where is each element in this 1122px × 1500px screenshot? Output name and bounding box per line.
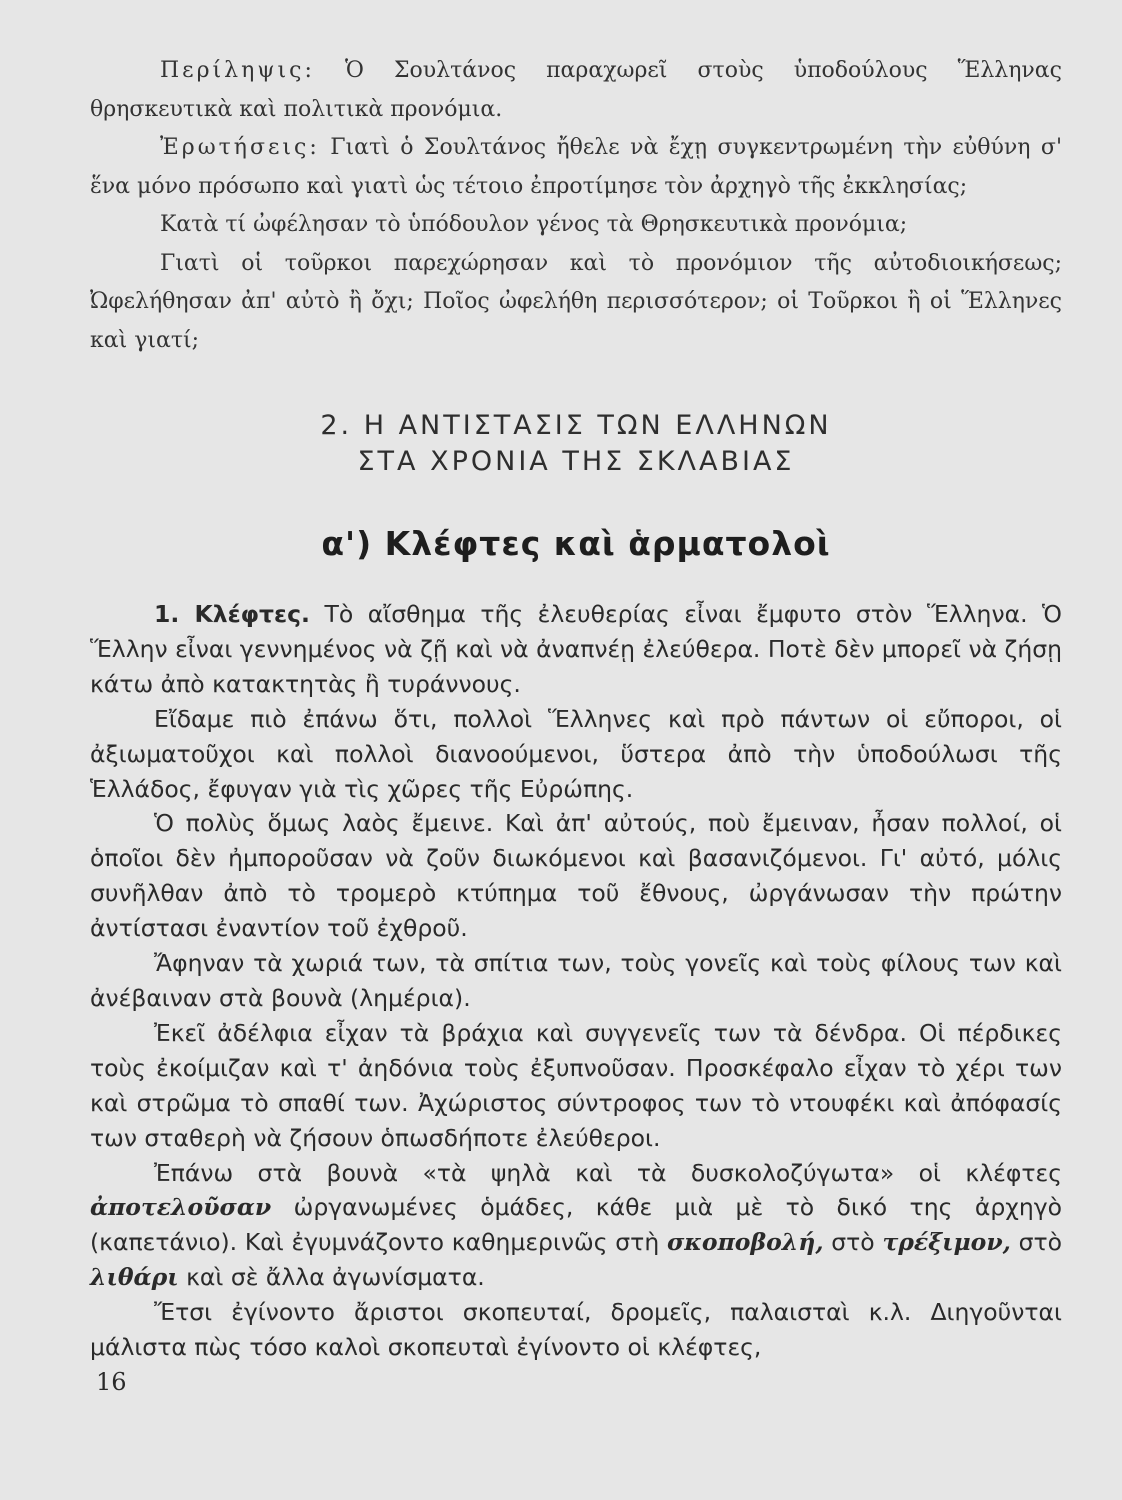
summary-label: Περίληψις:	[160, 58, 315, 83]
page-number: 16	[96, 1368, 127, 1396]
summary-paragraph	[90, 52, 1062, 129]
paragraph-6: Ἐπάνω στὰ βουνὰ «τὰ ψηλὰ καὶ τὰ δυσκολοζύγωτα» οἱ κλέφτες ἀποτελοῦσαν ὠργανωμένες ὁμάδες, κάθε μιὰ μὲ τὸ δικό της ἀρχηγὸ (καπετάνιο). Καὶ ἐγυμνάζοντο καθημερινῶς στὴ σκοποβολή, στὸ τρέξιμον, στὸ λιθάρι καὶ σὲ ἄλλα ἀγωνίσματα.	[90, 1158, 1063, 1292]
summary-text: Ὁ Σουλτάνος παραχωρεῖ στοὺς ὑποδούλους Ἕλληνας θρησκευτικὰ καὶ πολιτικὰ προνόμια.	[90, 58, 1062, 122]
question-1: Γιατὶ ὁ Σουλτάνος ἤθελε νὰ ἔχῃ συγκεντρωμένη τὴν εὐθύνη σ' ἕνα μόνο πρόσωπο καὶ γιατὶ ὡς τέτοιο ἐπροτίμησε τὸν ἀρχηγὸ τῆς ἐκκλησίας;	[90, 135, 1062, 199]
emphasis-term: σκοποβολή,	[666, 1228, 824, 1257]
emphasis-term: τρέξιμον,	[882, 1228, 1011, 1257]
chapter-summary	[90, 52, 1062, 360]
paragraph-lead: 1. Κλέφτες.	[154, 600, 310, 628]
paragraph-5: Ἐκεῖ ἀδέλφια εἶχαν τὰ βράχια καὶ συγγενεῖς των τὰ δένδρα. Οἱ πέρδικες τοὺς ἐκοίμιζαν καὶ τ' ἀηδόνια τοὺς ἐξυπνοῦσαν. Προσκέφαλο εἶχαν τὸ χέρι των καὶ στρῶμα τὸ σπαθί των. Ἀχώριστος σύντροφος των τὸ ντουφέκι καὶ ἀπόφασίς των σταθερὴ νὰ ζήσουν ὁπωσδήποτε ἐλεύθεροι.	[90, 1018, 1062, 1152]
question-3: Γιατὶ οἱ τοῦρκοι παρεχώρησαν καὶ τὸ προνόμιον τῆς αὐτοδιοικήσεως; Ὠφελήθησαν ἀπ' αὐτὸ ἢ ὄχι; Ποῖος ὠφελήθη περισσότερον; οἱ Τοῦρκοι ἢ οἱ Ἕλληνες καὶ γιατί;	[90, 250, 1062, 353]
emphasis-term: ἀποτελοῦσαν	[90, 1193, 272, 1222]
paragraph-7: Ἔτσι ἐγίνοντο ἄριστοι σκοπευταί, δρομεῖς, παλαισταὶ κ.λ. Διηγοῦνται μάλιστα πὼς τόσο καλοὶ σκοπευταὶ ἐγίνοντο οἱ κλέφτες,	[90, 1298, 1062, 1362]
questions-paragraph	[90, 129, 1062, 206]
paragraph-1: 1. Κλέφτες. Τὸ αἴσθημα τῆς ἐλευθερίας εἶναι ἔμφυτο στὸν Ἕλληνα. Ὁ Ἕλλην εἶναι γεννημένος νὰ ζῇ καὶ νὰ ἀναπνέῃ ἐλεύθερα. Ποτὲ δὲν μπορεῖ νὰ ζήσῃ κάτω ἀπὸ κατακτητὰς ἢ τυράννους.	[90, 600, 1062, 698]
paragraph-4: Ἄφηναν τὰ χωριά των, τὰ σπίτια των, τοὺς γονεῖς καὶ τοὺς φίλους των καὶ ἀνέβαιναν στὰ βουνὰ (λημέρια).	[90, 949, 1062, 1012]
chapter-heading	[90, 408, 1062, 480]
section-title: α') Κλέφτες καὶ ἁρματολοὶ	[321, 524, 831, 563]
paragraph-2: Εἴδαμε πιὸ ἐπάνω ὅτι, πολλοὶ Ἕλληνες καὶ πρὸ πάντων οἱ εὔποροι, οἱ ἀξιωματοῦχοι καὶ πολλοὶ διανοούμενοι, ὕστερα ἀπὸ τὴν ὑποδούλωσι τῆς Ἑλλάδος, ἔφυγαν γιὰ τὶς χῶρες τῆς Εὐρώπης.	[90, 704, 1062, 803]
chapter-heading-line-1: 2. Η ΑΝΤΙΣΤΑΣΙΣ ΤΩΝ ΕΛΛΗΝΩΝ	[320, 410, 832, 441]
emphasis-term: λιθάρι	[90, 1263, 179, 1292]
paragraph-3: Ὁ πολὺς ὅμως λαὸς ἔμεινε. Καὶ ἀπ' αὐτούς, ποὺ ἔμειναν, ἦσαν πολλοί, οἱ ὁποῖοι δὲν ἠμποροῦσαν νὰ ζοῦν διωκόμενοι καὶ βασανιζόμενοι. Γι' αὐτό, μόλις συνῆλθαν ἀπὸ τὸ τρομερὸ κτύπημα τοῦ ἔθνους, ὠργάνωσαν τὴν πρώτην ἀντίστασι ἐναντίον τοῦ ἐχθροῦ.	[90, 809, 1062, 943]
chapter-heading-line-2: ΣΤΑ ΧΡΟΝΙΑ ΤΗΣ ΣΚΛΑΒΙΑΣ	[357, 446, 795, 477]
body-text	[90, 597, 1062, 1365]
question-2: Κατὰ τί ὠφέλησαν τὸ ὑπόδουλον γένος τὰ Θρησκευτικὰ προνόμια;	[160, 212, 908, 237]
questions-label: Ἐρωτήσεις:	[160, 135, 320, 160]
